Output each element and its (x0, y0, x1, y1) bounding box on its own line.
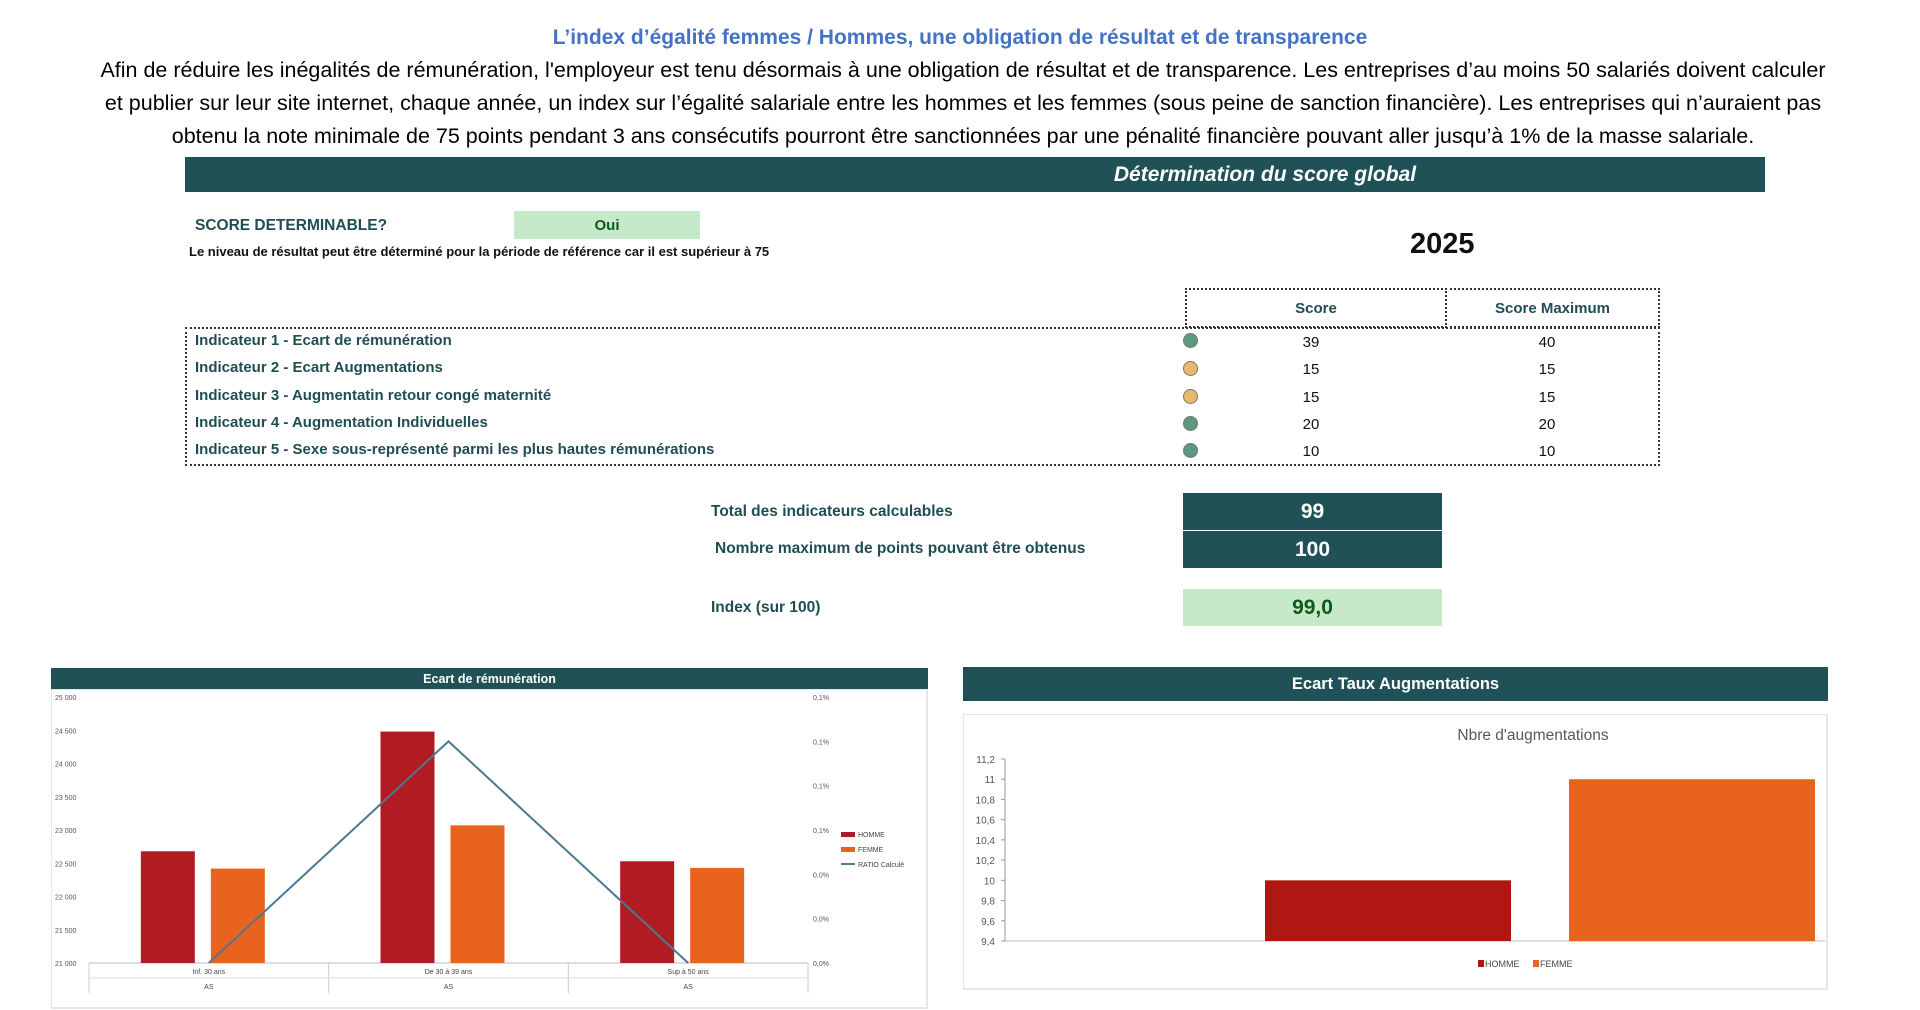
status-dot-icon (1183, 389, 1198, 404)
col-header-max: Score Maximum (1445, 288, 1660, 328)
chart2-ytick: 10,6 (975, 815, 995, 827)
chart1-bar-homme (141, 851, 195, 963)
chart1-y2tick: 0,1% (813, 695, 829, 702)
indicator-max-1: 40 (1538, 334, 1556, 351)
score-note: Le niveau de résultat peut être déterminé pour la période de référence car il est supérieur à 75 (189, 244, 770, 259)
indicator-score-2: 15 (1302, 361, 1320, 378)
chart2-legend-swatch (1533, 960, 1539, 967)
chart1-xtick-sub: AS (443, 984, 454, 991)
chart2-ytick: 10 (983, 876, 995, 888)
chart2-ytick: 9,8 (981, 896, 995, 908)
max-points-value: 100 (1183, 531, 1442, 568)
chart1-ytick: 22 000 (55, 894, 77, 902)
indicator-score-3: 15 (1302, 389, 1320, 406)
chart1-bar-femme (211, 869, 265, 963)
intro-line-2: et publier sur leur site internet, chaque année, un index sur l’égalité salariale entre les hommes et les femmes (sous peine de sanction financière). Les entreprises qui n’auraient pas (104, 91, 1822, 115)
year-label: 2025 (1410, 228, 1475, 260)
status-dot-icon (1183, 361, 1198, 376)
chart1-title: Ecart de rémunération (51, 668, 928, 689)
chart1-y2tick: 0,0% (813, 961, 829, 968)
index-label: Index (sur 100) (711, 599, 821, 616)
chart1-ytick: 21 000 (55, 961, 77, 968)
total-value: 99 (1183, 493, 1442, 530)
indicator-label-5: Indicateur 5 - Sexe sous-représenté parmi les plus hautes rémunérations (195, 441, 715, 458)
chart1-legend-label: HOMME (858, 832, 885, 839)
indicator-label-3: Indicateur 3 - Augmentatin retour congé maternité (195, 387, 552, 404)
indicator-max-2: 15 (1538, 361, 1556, 378)
intro-line-1: Afin de réduire les inégalités de rémunération, l'employeur est tenu désormais à une obligation de résultat et de transparence. Les entreprises d’au moins 50 salariés doivent calculer (100, 58, 1826, 82)
chart2-bar (1265, 880, 1511, 941)
indicator-max-3: 15 (1538, 389, 1556, 406)
chart1-xtick: Inf. 30 ans (192, 969, 226, 976)
chart1-legend-label: RATIO Calculé (858, 862, 905, 869)
indicator-label-2: Indicateur 2 - Ecart Augmentations (195, 359, 443, 376)
raise-rate-chart (963, 714, 1828, 990)
score-determinable-value: Oui (514, 211, 700, 239)
chart1-bar-homme (620, 861, 674, 963)
chart2-ytick: 11 (984, 775, 995, 787)
chart2-legend-label: FEMME (1540, 959, 1573, 969)
status-dot-icon (1183, 416, 1198, 431)
chart2-bar (1569, 779, 1815, 941)
chart2-ytick: 11,2 (976, 755, 995, 766)
chart1-ytick: 24 000 (55, 761, 77, 769)
chart2-legend-swatch (1478, 960, 1484, 967)
chart2-title: Ecart Taux Augmentations (963, 667, 1828, 701)
col-header-score: Score (1185, 288, 1447, 328)
chart1-xtick-sub: AS (204, 984, 214, 991)
chart1-y2tick: 0,1% (813, 783, 829, 791)
indicator-score-4: 20 (1302, 416, 1320, 433)
chart2-ytick: 9,6 (981, 916, 995, 928)
intro-line-3: obtenu la note minimale de 75 points pendant 3 ans consécutifs pourront être sanctionnées par une pénalité financière pouvant aller jusqu’à 1% de la masse salariale. (171, 124, 1755, 148)
chart1-ytick: 23 500 (55, 794, 77, 802)
page-title: L’index d’égalité femmes / Hommes, une obligation de résultat et de transparence (552, 26, 1368, 49)
intro-text (18, 54, 1908, 153)
chart1-ytick: 24 500 (55, 728, 77, 736)
chart1-xtick: Sup à 50 ans (667, 969, 709, 976)
chart1-xtick: De 30 à 39 ans (424, 969, 473, 976)
chart1-ytick: 23 000 (55, 828, 77, 835)
chart2-ytick: 10,2 (975, 856, 995, 868)
score-banner: Détermination du score global (185, 157, 1765, 192)
chart1-legend-swatch (841, 847, 855, 852)
chart1-bar-femme (451, 825, 505, 963)
chart1-y2tick: 0,0% (813, 872, 829, 880)
chart1-bar-femme (690, 868, 744, 963)
status-dot-icon (1183, 333, 1198, 348)
chart2-ytick: 9,4 (981, 937, 995, 948)
indicator-max-4: 20 (1538, 416, 1556, 433)
score-determinable-label: SCORE DETERMINABLE? (195, 217, 388, 234)
chart1-xtick-sub: AS (683, 984, 693, 991)
chart2-ytick: 10,4 (975, 835, 995, 847)
chart2-subtitle: Nbre d'augmentations (1457, 727, 1609, 744)
index-value: 99,0 (1183, 589, 1442, 626)
chart1-ytick: 22 500 (55, 861, 77, 869)
chart1-y2tick: 0,1% (813, 739, 829, 747)
chart1-y2tick: 0,0% (813, 916, 829, 924)
indicator-max-5: 10 (1538, 443, 1556, 460)
chart1-ytick: 21 500 (55, 927, 77, 935)
indicator-label-1: Indicateur 1 - Ecart de rémunération (195, 332, 452, 349)
pay-gap-chart (51, 689, 928, 1009)
max-points-label: Nombre maximum de points pouvant être obtenus (715, 540, 1086, 557)
chart1-y2tick: 0,1% (813, 828, 829, 835)
total-label: Total des indicateurs calculables (711, 503, 953, 520)
status-dot-icon (1183, 443, 1198, 458)
chart1-ytick: 25 000 (55, 695, 77, 702)
chart2-legend-label: HOMME (1485, 959, 1520, 969)
indicator-score-1: 39 (1302, 334, 1320, 351)
indicator-score-5: 10 (1302, 443, 1320, 460)
chart1-legend-label: FEMME (858, 847, 884, 854)
chart2-ytick: 10,8 (975, 795, 995, 807)
indicator-label-4: Indicateur 4 - Augmentation Individuelles (195, 414, 488, 431)
chart1-bar-homme (381, 732, 435, 963)
chart1-legend-swatch (841, 832, 855, 837)
